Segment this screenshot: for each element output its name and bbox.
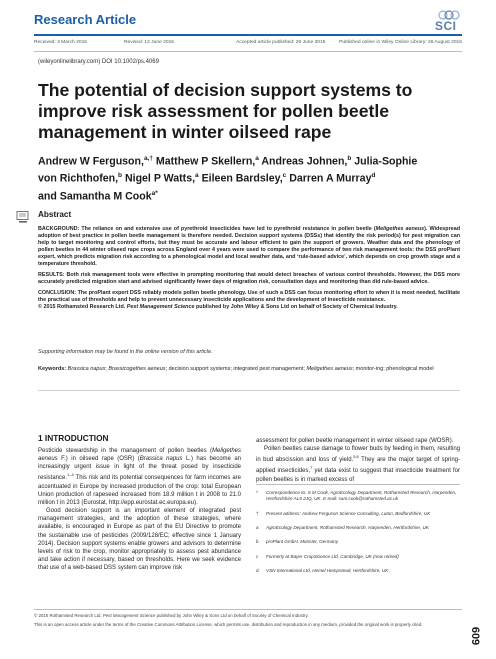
intro-paragraph: Good decision support is an important element of integrated pest management strategies, and the adoption of these strategies, where available, is encouraged in Europe as part of the EU Directive to promote the sustainable use of pesticides (2009/128/EC; effective since 1 January 2014). Decision support systems enable growers and advisors to determine levels of risk to the crop, monitor appropriately to assess pest abundance and take action if necessary, based on thresholds. Here we seek evidence that use of a web-based DSS system can improve risk: [38, 508, 241, 572]
citation-mark[interactable]: 1–4: [67, 472, 74, 478]
author-name[interactable]: Darren A Murray: [286, 172, 372, 185]
page-number: 609: [469, 626, 482, 646]
footnote-affiliation: c Formerly at Bayer CropScience Ltd, Cambridge, UK (now retired): [256, 553, 399, 559]
author-affiliation-mark: a: [255, 155, 259, 162]
citation-mark[interactable]: 7: [310, 465, 313, 471]
abstract-body: [38, 226, 460, 314]
footnote-affiliation: b proPlant GmbH, Münster, Germany: [256, 539, 338, 545]
footnotes: [256, 490, 460, 583]
author-list: [38, 152, 458, 204]
keyword: Brassicogethes aeneus: [108, 366, 166, 372]
dates-rule: [34, 51, 462, 52]
footer-copyright: © 2015 Rothamsted Research Ltd. Pest Management Science published by John Wiley & Sons Ltd on behalf of Society of Chemical Industry.: [34, 613, 309, 618]
author-affiliation-mark: c: [282, 172, 287, 180]
abstract-label: BACKGROUND:: [38, 226, 80, 232]
author-name[interactable]: Eileen Bardsley,: [198, 172, 283, 185]
footnote-affiliation: a AgroEcology Department, Rothamsted Research, Harpenden, Hertfordshire, UK: [256, 524, 429, 530]
author-name[interactable]: Andrew W Ferguson,: [38, 155, 144, 168]
abstract-label: RESULTS:: [38, 271, 65, 278]
abstract-copyright: © 2015 Rothamsted Research Ltd.: [38, 303, 127, 310]
journal-header: [34, 10, 462, 32]
footnote-affiliation: d VSN International Ltd, Hemel Hempstead, Hertfordshire, UK: [256, 568, 389, 574]
author-affiliation-mark: b: [118, 172, 123, 180]
author-name[interactable]: von Richthofen,: [38, 172, 119, 185]
keyword: Meligethes aeneus: [306, 366, 353, 372]
keyword: ; monitor-ing; phenological model: [352, 366, 434, 372]
abstract-document-icon: [16, 210, 30, 224]
author-line: [38, 169, 458, 186]
intro-paragraph: Pesticide stewardship in the management of pollen beetles (Meligethes aeneus F.) in oilseed rape (OSR) (Brassica napus L.) has become an increasingly urgent issue in light of the threat posed by insecticide resistance.$^{1-4}$ This risk and its potential consequences for farm incomes are accentuated in Europe by increased production of the crop: total European Union production of rapeseed increased from 18.9 million t in 2008 to 21.0 million t in 2013 (Eurostat, http://epp.eurostat.ec.europa.eu).: [38, 448, 242, 506]
species-name: Meligethes aeneus: [38, 448, 241, 463]
footer-rule: [34, 609, 462, 610]
author-line: [38, 152, 458, 169]
abstract-heading: Abstract: [38, 210, 72, 219]
intro-right-column: [256, 437, 460, 484]
footnote-correspondence: * Correspondence to: S M Cook, AgroEcology Department, Rothamsted Research, Harpenden, Hertfordshire AL5 2JQ, UK. E-mail: sam.cook@rothamsted.ac.uk: [256, 490, 457, 502]
keyword: Brassica napus: [67, 366, 106, 372]
publication-dates: [34, 40, 462, 50]
keywords-rule: [38, 390, 460, 391]
revised-date: Revised: 12 June 2015: [124, 40, 175, 45]
intro-paragraph: Pollen beetles cause damage to flower buds by feeding in them, resulting in bud abscission and loss of yield.$^{5,6}$ They are the major target of spring-applied insecticides,$^7$ yet data exist to suggest that insecticide treatment for pollen beetles is in marked excess of: [256, 446, 461, 483]
supporting-info-note: Supporting information may be found in the online version of this article.: [38, 349, 213, 355]
footnote-rule: [256, 484, 460, 485]
sci-logo: [434, 10, 462, 34]
intro-paragraph: assessment for pollen beetle management in winter oilseed rape (WOSR).: [256, 438, 454, 444]
header-rule: [34, 34, 462, 36]
title-line: management in winter oilseed rape: [38, 122, 332, 142]
author-affiliation-mark: a: [195, 172, 199, 180]
author-name[interactable]: and Samantha M Cook: [38, 190, 152, 203]
section-heading-introduction: 1 INTRODUCTION: [38, 433, 109, 443]
title-line: improve risk assessment for pollen beetle: [38, 101, 390, 121]
keywords: Keywords: Brassica napus; Brassicogethes aeneus; decision support systems; integrated pest management; Meligethes aeneus; monitor-ing; phenological model: [38, 366, 434, 372]
footnote-present-address: † Present address: Andrew Ferguson Science Consulting, Luton, Bedfordshire, UK: [256, 510, 431, 516]
received-date: Received: 3 March 2015: [34, 40, 88, 45]
abstract-conclusion: CONCLUSION: The proPlant expert DSS reliably models pollen beetle phenology. Use of such a DSS can focus monitoring effort to when it is most needed, facilitate the practical use of thresholds and help to prevent unnecessary insecticide applications and the development of insecticide resistance. © 2015 Rothamsted Research Ltd. Pest Management Science published by John Wiley & Sons Ltd on behalf of Society of Chemical Industry.: [38, 289, 460, 310]
species-name: Meligethes aeneus: [375, 226, 425, 232]
footer-license: This is an open access article under the terms of the Creative Commons Attribution License, which permits use, distribution and reproduction in any medium, provided the original work is properly cited.: [34, 622, 423, 627]
author-affiliation-mark: d: [371, 172, 376, 180]
abstract-results: RESULTS: Both risk management tools were effective in prompting monitoring that would detect breaches of various control thresholds. However, the DSS more accurately predicted migration start and advised significantly fewer days of migration risk, consultation days and monitoring than did rule-based advice.: [38, 271, 460, 286]
article-title: [38, 80, 458, 143]
keywords-label: Keywords:: [38, 366, 67, 372]
sci-logo-text: SCI: [435, 19, 457, 33]
intro-left-column: [38, 447, 241, 572]
species-name: Brassica napus: [139, 456, 183, 463]
author-name[interactable]: Nigel P Watts,: [122, 172, 196, 185]
title-line: The potential of decision support systems to: [38, 80, 413, 100]
author-name[interactable]: Andreas Johnen,: [258, 155, 348, 168]
author-affiliation-mark: b: [347, 155, 352, 162]
keyword: ; decision support systems; integrated pest management;: [165, 366, 307, 372]
author-name[interactable]: Julia-Sophie: [351, 155, 418, 168]
article-type-label: Research Article: [34, 12, 137, 27]
accepted-date: Accepted article published: 26 June 2015: [236, 40, 326, 45]
published-date: Published online in Wiley Online Library: 26 August 2015: [339, 40, 462, 45]
author-affiliation-mark: a,†: [143, 155, 153, 162]
doi-line[interactable]: (wileyonlinelibrary.com) DOI 10.1002/ps.4069: [38, 59, 159, 65]
page-footer: [34, 613, 454, 631]
abstract-label: CONCLUSION:: [38, 289, 77, 296]
author-affiliation-mark: a*: [151, 189, 158, 197]
abstract-background: BACKGROUND: The reliance on and extensive use of pyrethroid insecticides have led to pyrethroid resistance in pollen beetle (Meligethes aeneus). Widespread adoption of best practice in pollen beetle management is therefore needed. Decision support systems (DSSs) that identify the risk period(s) for pest migration can help to target monitoring and control efforts, but they must be accurate and labour efficient to gain the support of growers. Weather data and the phenology of pollen beetles in 44 winter oilseed rape crops across England over 4 years were used to compare the performance of two risk management tools: the DSS proPlant expert, which predicts migration risk according to a phenological model and local weather data, and ‘rule-based advice’, which depends on crop growth stage and a temperature threshold.: [38, 226, 460, 268]
author-name[interactable]: Matthew P Skellern,: [152, 155, 256, 168]
author-line: [38, 187, 458, 204]
citation-mark[interactable]: 5,6: [353, 454, 359, 460]
